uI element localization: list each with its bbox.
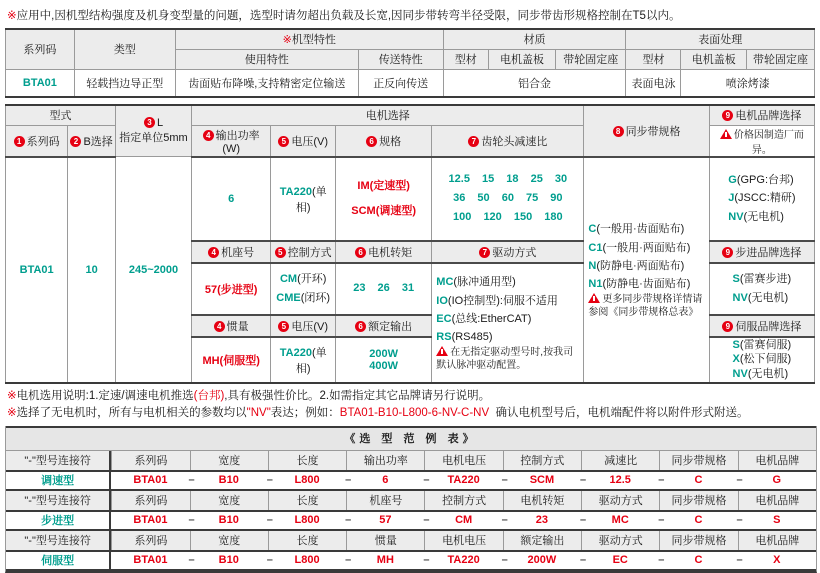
dash-separator: – (658, 474, 665, 487)
step-1-number: 1 (14, 136, 25, 147)
belt-note: 更多同步带规格详情请参阅《同步带规格总表》 (588, 294, 703, 319)
example-header-cell: 宽度 (190, 451, 268, 470)
step-5-number: 5 (278, 321, 289, 332)
example-header-cell: 驱动方式 (581, 491, 659, 510)
dash-separator: – (345, 514, 352, 527)
spec-header-pulley-seat2: 带轮固定座 (746, 49, 814, 69)
connector-label: "-"型号连接符 (6, 531, 111, 550)
sel-header-motor-group: 电机选择 (192, 105, 584, 125)
dash-separator: – (345, 554, 352, 567)
spec-header-surface-group: 表面处理 (626, 29, 815, 49)
dash-separator: – (423, 474, 430, 487)
example-value-cell: L800 – (294, 514, 352, 527)
sel-ratio-values: 12.5 15 18 25 30 36 50 60 75 90 100 120 150 180 (432, 157, 584, 241)
dash-separator: – (423, 554, 430, 567)
application-note (5, 5, 815, 28)
example-header-cell: 电机品牌 (738, 451, 816, 470)
sel-brand-warning: 价格因制造厂而异。 (709, 125, 814, 157)
example-value-row (6, 510, 816, 531)
example-header-cell: 系列码 (111, 531, 189, 550)
spec-header-use: 使用特性 (175, 49, 358, 69)
example-header-cell: 宽度 (190, 491, 268, 510)
connector-label: "-"型号连接符 (6, 491, 111, 510)
sel-header-servo-brand: 9 伺服品牌选择 (709, 315, 814, 337)
dash-separator: – (188, 514, 195, 527)
model-type-label: 伺服型 (6, 552, 111, 569)
example-header-cell: 减速比 (581, 451, 659, 470)
example-header-cell: 系列码 (111, 491, 189, 510)
spec-header-profile2: 型材 (626, 49, 681, 69)
dash-separator: – (501, 554, 508, 567)
example-value-cell: B10 – (218, 514, 273, 527)
example-value-cell: G (772, 474, 782, 487)
example-value-cell: C – (694, 514, 743, 527)
dash-separator: – (579, 554, 587, 567)
spec-header-type: 类型 (74, 29, 175, 69)
sel-header-inertia: 4 惯量 (192, 315, 271, 337)
sel-header-torque: 6 电机转矩 (336, 241, 432, 263)
step-6-number: 6 (355, 247, 366, 258)
sel-frame-value: 57(步进型) (192, 263, 271, 315)
example-value-cell: MC – (611, 514, 665, 527)
sel-header-ctrl: 5 控制方式 (271, 241, 336, 263)
warning-icon (588, 293, 600, 303)
sel-header-model-group: 型式 (6, 105, 116, 125)
dash-separator: – (658, 514, 665, 527)
spec-series-code: BTA01 (6, 69, 75, 97)
example-value-cell: TA220 – (447, 474, 508, 487)
motor-note-line1: ※电机选用说明:1.定速/调速电机推选(台邦),具有极强性价比。2.如需指定其它品牌请另行说明。 (7, 390, 491, 403)
warning-icon (436, 346, 448, 356)
asterisk-mark: ※ (7, 390, 17, 403)
example-header-cell: 额定输出 (503, 531, 581, 550)
motor-note-line2: ※选择了无电机时，所有与电机相关的参数均以"NV"表达；例如：BTA01-B10-L800-6-NV-C-NV 确认电机型号后，电机端配件将以附件形式附送。 (7, 407, 749, 420)
example-header-cell: 同步带规格 (659, 531, 737, 550)
sel-header-length: 3 L 指定单位5mm (116, 105, 192, 157)
drive-note: 在无指定驱动型号时,按我司默认脉冲驱动配置。 (436, 347, 574, 372)
dash-separator: – (188, 474, 195, 487)
dash-separator: – (501, 514, 508, 527)
example-value-cell: B10 – (218, 554, 273, 567)
example-value-cell: B10 – (218, 474, 273, 487)
example-value-cell: TA220 – (447, 554, 508, 567)
spec-use-value: 齿面贴布降噪,支持精密定位输送 (175, 69, 358, 97)
sel-power-value: 6 (192, 157, 271, 241)
sel-header-brand: 9 电机品牌选择 (709, 105, 814, 125)
sel-servo-brand-options: S(雷赛伺服) X(松下伺服) NV(无电机) (709, 337, 814, 384)
sel-step-brand-options: S(雷赛步进) NV(无电机) (709, 263, 814, 315)
sel-header-ratio: 7 齿轮头减速比 (432, 125, 584, 157)
spec-type-value: 轻载挡边导正型 (74, 69, 175, 97)
sel-drive-options-cell (432, 263, 584, 384)
asterisk-mark: ※ (7, 10, 17, 22)
sel-ctrl-values: CM(开环) CME(闭环) (271, 263, 336, 315)
step-5-number: 5 (278, 136, 289, 147)
step-9-number: 9 (722, 247, 733, 258)
spec-transfer-value: 正反向传送 (358, 69, 443, 97)
spec-header-motor-cover2: 电机盖板 (681, 49, 747, 69)
example-value-cell: L800 – (294, 474, 352, 487)
spec-header-material-group: 材质 (443, 29, 626, 49)
example-value-cell: MH – (376, 554, 430, 567)
sel-header-volt2: 5 电压(V) (271, 315, 336, 337)
example-value-cell: C – (694, 474, 743, 487)
example-value-cell: 12.5 – (609, 474, 665, 487)
example-header-cell: 同步带规格 (659, 451, 737, 470)
asterisk-mark: ※ (7, 407, 17, 420)
spec-header-transfer: 传送特性 (358, 49, 443, 69)
sel-header-frame: 4 机座号 (192, 241, 271, 263)
sel-output-values: 200W 400W (336, 337, 432, 384)
example-value-cell: C – (694, 554, 743, 567)
step-4-number: 4 (203, 130, 214, 141)
sel-header-b: 2 B选择 (68, 125, 116, 157)
spec-surface-rest-value: 喷涂烤漆 (681, 69, 815, 97)
sel-torque-values: 23 26 31 (336, 263, 432, 315)
sel-length-value: 245~2000 (116, 157, 192, 384)
step-4-number: 4 (214, 321, 225, 332)
example-value-row (6, 470, 816, 491)
example-header-cell: 惯量 (346, 531, 424, 550)
dash-separator: – (736, 514, 743, 527)
step-7-number: 7 (479, 247, 490, 258)
sel-header-power: 4 输出功率(W) (192, 125, 271, 157)
spec-table (5, 28, 815, 98)
example-value-row (6, 550, 816, 571)
example-header-row (6, 491, 816, 510)
application-note-text: 应用中,因机型结构强度及机身变型量的问题，选型时请勿超出负载及长宽,因同步带转弯半径受限，同步带齿形规格控制在T5以内。 (16, 10, 681, 22)
sel-spec-value: IM(定速型) SCM(调速型) (336, 157, 432, 241)
example-value-cell: S (773, 514, 781, 527)
connector-label: "-"型号连接符 (6, 451, 111, 470)
example-header-cell: 控制方式 (503, 451, 581, 470)
warning-icon (720, 129, 732, 139)
example-header-cell: 电机电压 (424, 531, 502, 550)
dash-separator: – (266, 474, 273, 487)
dash-separator: – (266, 514, 273, 527)
example-header-cell: 宽度 (190, 531, 268, 550)
step-6-number: 6 (355, 321, 366, 332)
dash-separator: – (579, 514, 587, 527)
selection-notes (5, 384, 815, 426)
dash-separator: – (658, 554, 665, 567)
example-header-row (6, 531, 816, 550)
sel-volt2-value: TA220(单相) (271, 337, 336, 384)
dash-separator: – (736, 554, 743, 567)
spec-header-profile: 型材 (443, 49, 488, 69)
example-value-cell: CM – (455, 514, 508, 527)
selection-table (5, 104, 815, 384)
step-3-number: 3 (144, 117, 155, 128)
spec-header-series: 系列码 (6, 29, 75, 69)
sel-motor-brand-options: G(GPG:台邦) J(JSCC:精研) NV(无电机) (709, 157, 814, 241)
sel-header-spec: 6 规格 (336, 125, 432, 157)
sel-header-volt: 5 电压(V) (271, 125, 336, 157)
example-header-row (6, 451, 816, 470)
example-header-cell: 同步带规格 (659, 491, 737, 510)
spec-header-feature-group: ※机型特性 (175, 29, 443, 49)
step-5-number: 5 (275, 247, 286, 258)
model-type-label: 调速型 (6, 472, 111, 489)
example-header-cell: 驱动方式 (581, 531, 659, 550)
example-value-cell: BTA01 – (133, 554, 195, 567)
example-table (5, 426, 817, 573)
dash-separator: – (579, 474, 587, 487)
example-value-cell: 6 – (382, 474, 430, 487)
example-value-cell: 23 – (535, 514, 587, 527)
sel-header-series: 1 系列码 (6, 125, 68, 157)
step-7-number: 7 (468, 136, 479, 147)
drive-option-list: MC(脉冲通用型) IO(IO控制型):伺服不适用 EC(总线:EtherCAT) RS(RS485) (436, 276, 558, 343)
step-2-number: 2 (70, 136, 81, 147)
dash-separator: – (736, 474, 743, 487)
dash-separator: – (266, 554, 273, 567)
example-value-cell: 200W – (527, 554, 587, 567)
example-header-cell: 电机电压 (424, 451, 502, 470)
sel-series-value: BTA01 (6, 157, 68, 384)
step-4-number: 4 (208, 247, 219, 258)
spec-surface-profile-value: 表面电泳 (626, 69, 681, 97)
example-value-cell: BTA01 – (133, 514, 195, 527)
example-header-cell: 长度 (268, 451, 346, 470)
dash-separator: – (423, 514, 430, 527)
model-type-label: 步进型 (6, 512, 111, 529)
example-value-cell: X (773, 554, 781, 567)
dash-separator: – (188, 554, 195, 567)
sel-header-step-brand: 9 步进品牌选择 (709, 241, 814, 263)
example-value-cell: 57 – (379, 514, 430, 527)
example-header-cell: 电机品牌 (738, 531, 816, 550)
example-header-cell: 长度 (268, 531, 346, 550)
example-header-cell: 输出功率 (346, 451, 424, 470)
example-value-cell: L800 – (294, 554, 352, 567)
sel-volt-value: TA220(单相) (271, 157, 336, 241)
example-table-title: 《选 型 范 例 表》 (6, 426, 816, 451)
sel-header-output: 6 额定输出 (336, 315, 432, 337)
step-9-number: 9 (722, 321, 733, 332)
sel-header-belt: 8 同步带规格 (584, 105, 709, 157)
example-value-cell: EC – (612, 554, 665, 567)
step-9-number: 9 (722, 110, 733, 121)
example-header-cell: 长度 (268, 491, 346, 510)
example-value-cell: SCM – (529, 474, 587, 487)
example-header-cell: 机座号 (346, 491, 424, 510)
asterisk-mark: ※ (282, 34, 292, 47)
sel-b-value: 10 (68, 157, 116, 384)
sel-inertia-value: MH(伺服型) (192, 337, 271, 384)
belt-option-list: C(一般用·齿面贴布) C1(一般用·两面贴布) N(防静电·两面贴布) N1(防静电·齿面贴布) (588, 223, 691, 290)
sel-header-drive: 7 驱动方式 (432, 241, 584, 263)
spec-material-value: 铝合金 (443, 69, 626, 97)
example-value-cell: BTA01 – (133, 474, 195, 487)
example-header-cell: 控制方式 (424, 491, 502, 510)
dash-separator: – (345, 474, 352, 487)
example-header-cell: 电机品牌 (738, 491, 816, 510)
example-header-cell: 系列码 (111, 451, 189, 470)
spec-header-pulley-seat: 带轮固定座 (556, 49, 626, 69)
step-6-number: 6 (366, 136, 377, 147)
spec-header-motor-cover: 电机盖板 (488, 49, 555, 69)
sel-belt-options-cell (584, 157, 709, 384)
step-8-number: 8 (613, 126, 624, 137)
dash-separator: – (501, 474, 508, 487)
example-header-cell: 电机转矩 (503, 491, 581, 510)
